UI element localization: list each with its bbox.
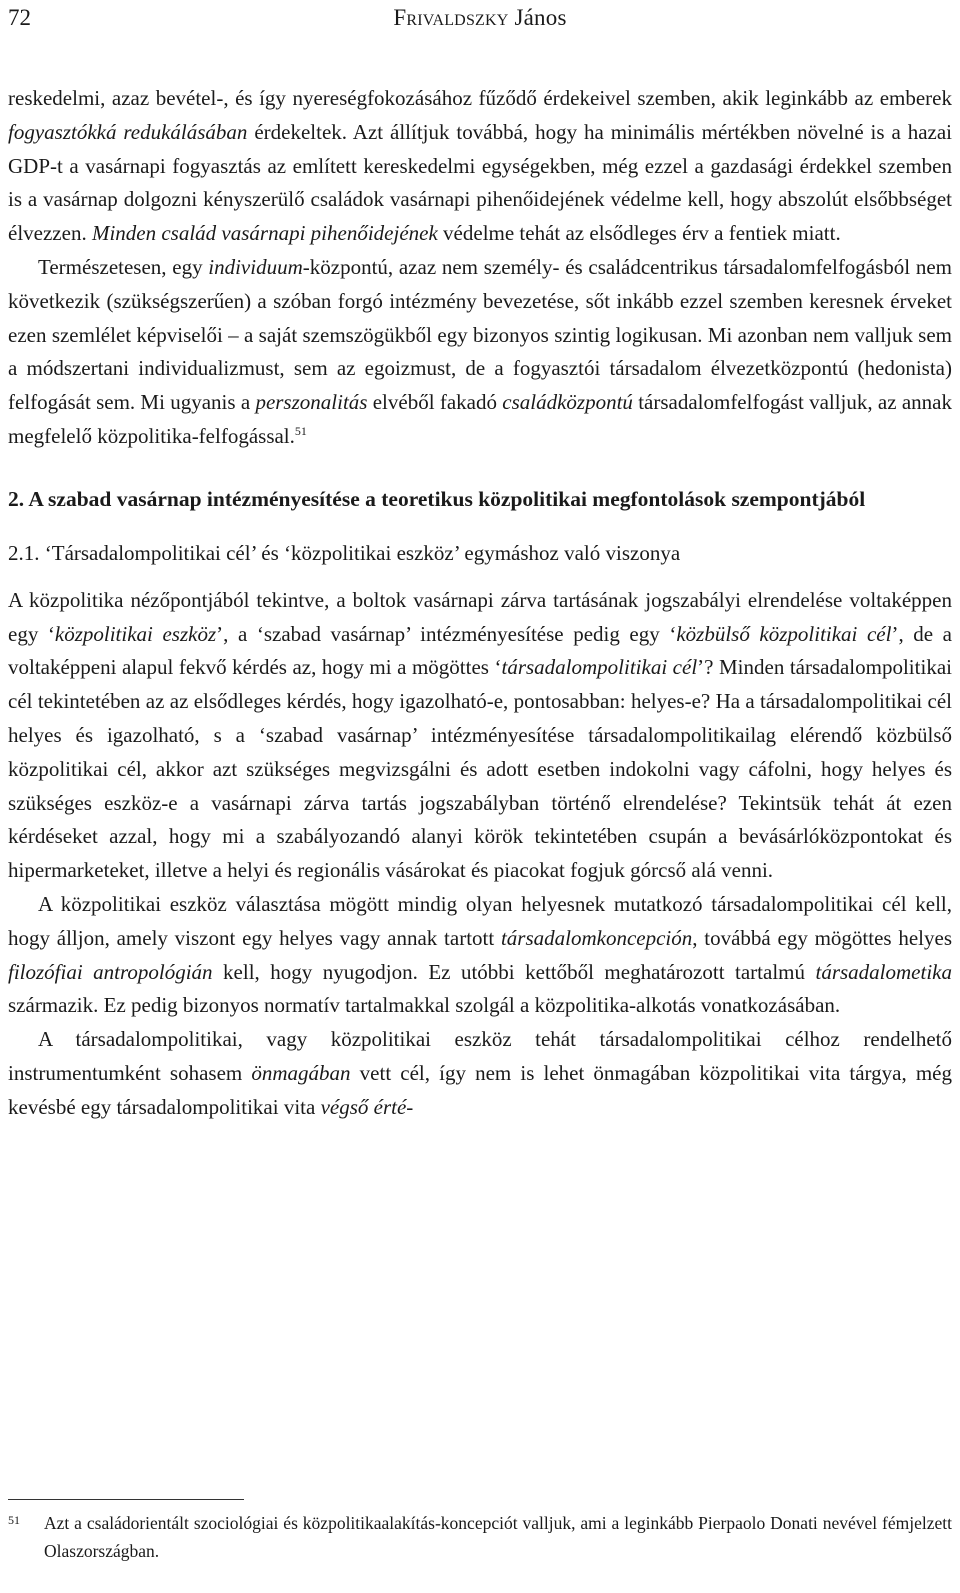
paragraph: A társadalompolitikai, vagy közpolitikai eszköz tehát társadalompolitikai célhoz rendelhető instrumentumként sohasem önmagában vett cél, így nem is lehet önmagában közpolitikai vita tárgya, még kevésbé egy társadalompolitikai vita végső érté- [8, 1027, 953, 1119]
italic-run: közbülső közpolitikai cél [676, 621, 892, 646]
footnote-number: 51 [8, 1513, 20, 1527]
italic-run: Minden család vasárnapi pihenőidejének [91, 221, 438, 246]
paragraph: A közpolitika nézőpontjából tekintve, a boltok vasárnapi zárva tartásának jogszabályi elrendelése voltaképpen egy ‘közpolitikai eszköz’, a ‘szabad vasárnap’ intézményesítése pedig egy ‘közbülső közpolitikai cél’, de a voltaképpeni alapul fekvő kérdés az, hogy mi a mögöttes ‘társadalompolitikai cél’? Minden társadalompolitikai cél tekintetében az az elsődleges kérdés, hogy igazolható-e, pontosabban: helyes-e? Ha a társadalompolitikai cél helyes és igazolható, s a ‘szabad vasárnap’ intézményesítése társadalompolitikailag elérendő közbülső közpolitikai cél, akkor azt szükséges megvizsgálni és adott esetben indokolni vagy cáfolni, hogy helyes és szükséges eszköz-e a vasárnapi zárva tartás jogszabályban történő elrendelése? Tekintsük tehát át ezen kérdéseket azzal, hogy mi a szabályozandó alanyi körök tekintetében csupán a bevásárlóközpontokat és hipermarketeket, illetve a helyi és regionális vásárokat és piacokat fogjuk górcső alá venni. [8, 587, 952, 883]
subsection-heading: 2.1. ‘Társadalompolitikai cél’ és ‘közpolitikai eszköz’ egymáshoz való viszonya [8, 540, 681, 565]
footnote-text: Azt a családorientált szociológiai és közpolitikaalakítás-koncepciót valljuk, ami a leginkább Pierpaolo Donati nevével fémjelzett Olaszországban. [44, 1513, 952, 1561]
italic-run: társadalomkoncepción [500, 925, 693, 950]
footnote-separator [8, 1499, 244, 1500]
italic-run: individuum [208, 254, 303, 279]
running-head [8, 2, 952, 34]
italic-run: filozófiai antropológián [8, 959, 213, 984]
paragraph: A közpolitikai eszköz választása mögött mindig olyan helyesnek mutatkozó társadalompolitikai cél kell, hogy álljon, amely viszont egy helyes vagy annak tartott társadalomkoncepción, továbbá egy mögöttes helyes filozófiai antropológián kell, hogy nyugodjon. Ez utóbbi kettőből meghatározott tartalmú társadalometika származik. Ez pedig bizonyos normatív tartalmakkal szolgál a közpolitika-alkotás vonatkozásában. [8, 891, 952, 1018]
italic-run: végső érté- [320, 1094, 414, 1119]
paragraph: reskedelmi, azaz bevétel-, és így nyereségfokozásához fűződő érdekeivel szemben, akik leginkább az emberek fogyasztókká redukálásában érdekeltek. Azt állítjuk továbbá, hogy ha minimális mértékben növelné is a hazai GDP-t a vasárnapi fogyasztás az említett kereskedelmi egységekben, még ezzel a gazdasági érdekkel szemben is a vasárnap dolgozni kényszerülő családok vasárnapi pihenőidejének védelme kell, hogy abszolút elsőbbséget élvezzen. Minden család vasárnapi pihenőidejének védelme tehát az elsődleges érv a fentiek miatt. [8, 86, 952, 246]
footnote [8, 1510, 952, 1565]
italic-run: fogyasztókká redukálásában [8, 119, 248, 144]
author-given-name: János [514, 5, 567, 30]
page-header [8, 2, 952, 34]
italic-run: társadalometika [815, 959, 952, 984]
italic-run: társadalompolitikai cél [501, 655, 698, 680]
page-number: 72 [8, 5, 31, 30]
italic-run: közpolitikai eszköz [54, 621, 217, 646]
italic-run: perszonalitás [255, 390, 368, 415]
italic-run: önmagában [251, 1060, 351, 1085]
page-body [8, 82, 952, 1125]
footnote-reference: 51 [294, 423, 307, 438]
paragraph: Természetesen, egy individuum-központú, azaz nem személy- és családcentrikus társadalomfelfogásból nem következik (szükségszerűen) a szóban forgó intézmény bevezetése, sőt inkább ezzel szemben keresnek érveket ezen szemlélet képviselői – a saját szemszögükből egy bizonyos szintig logikusan. Mi azonban nem valljuk sem a módszertani individualizmust, sem az egoizmust, de a fogyasztói társadalom élvezetközpontú (hedonista) felfogását sem. Mi ugyanis a perszonalitás elvéből fakadó családközpontú társadalomfelfogást valljuk, az annak megfelelő közpolitika-felfogással.$^{51}$ [8, 254, 952, 448]
italic-run: családközpontú [502, 390, 633, 415]
section-heading: 2. A szabad vasárnap intézményesítése a teoretikus közpolitikai megfontolások szempontjából [8, 486, 866, 511]
author-surname: Frivaldszky [393, 5, 509, 30]
